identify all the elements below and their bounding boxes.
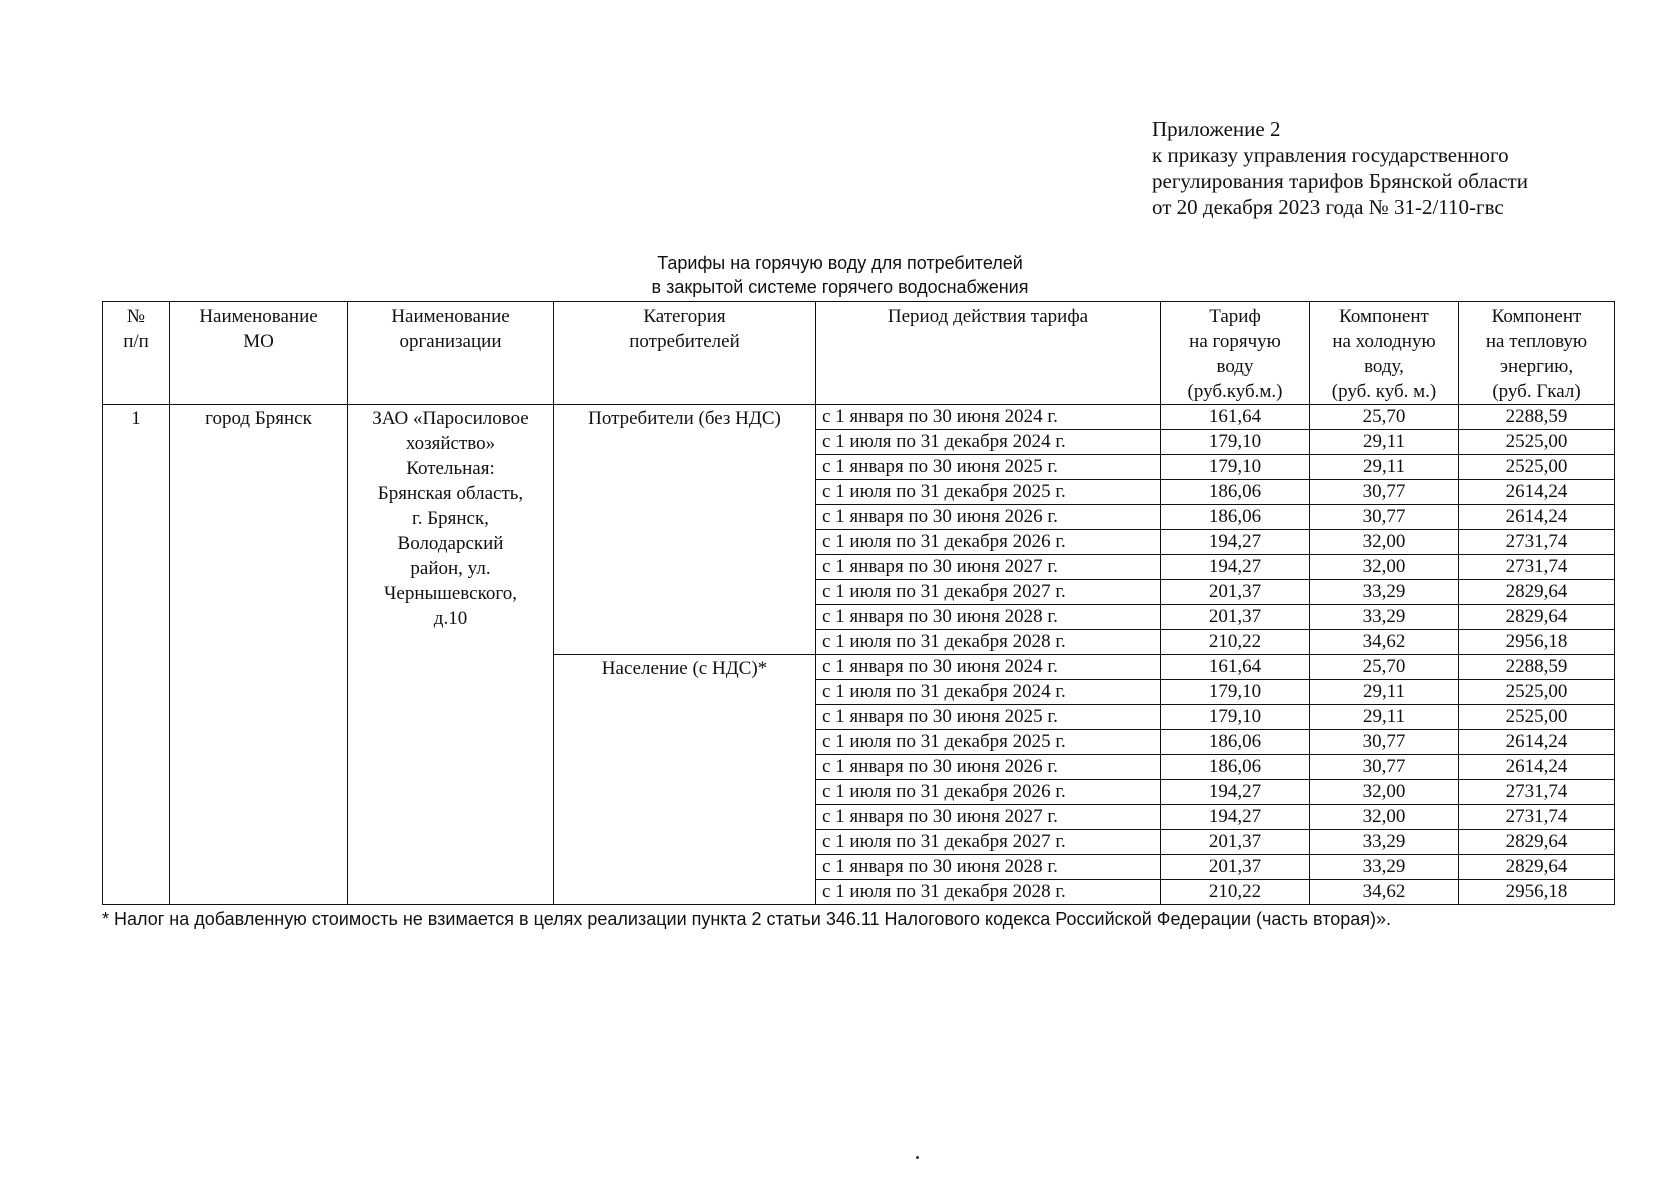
appendix-line: от 20 декабря 2023 года № 31-2/110-гвс <box>1152 195 1504 219</box>
hot-water-tariff: 161,64 <box>1161 405 1310 430</box>
heat-energy-component: 2956,18 <box>1459 880 1615 905</box>
tariff-body <box>103 405 1615 905</box>
heat-energy-component: 2829,64 <box>1459 605 1615 630</box>
cold-water-component: 29,11 <box>1310 455 1459 480</box>
tariff-period: с 1 июля по 31 декабря 2028 г. <box>816 630 1161 655</box>
cold-water-component: 33,29 <box>1310 830 1459 855</box>
tariff-period: с 1 июля по 31 декабря 2024 г. <box>816 430 1161 455</box>
cold-water-component: 30,77 <box>1310 480 1459 505</box>
title-line-1: Тарифы на горячую воду для потребителей <box>657 253 1023 273</box>
heat-energy-component: 2614,24 <box>1459 505 1615 530</box>
tariff-period: с 1 июля по 31 декабря 2026 г. <box>816 780 1161 805</box>
hot-water-tariff: 179,10 <box>1161 455 1310 480</box>
organization-line: Володарский <box>397 533 504 554</box>
organization-line: Брянская область, <box>377 483 524 504</box>
header-tariff: Тариф на горячую воду (руб.куб.м.) <box>1161 302 1310 405</box>
header-mo: Наименование МО <box>170 302 348 405</box>
scan-speck <box>916 1156 919 1159</box>
tariff-period: с 1 июля по 31 декабря 2024 г. <box>816 680 1161 705</box>
heat-energy-component: 2956,18 <box>1459 630 1615 655</box>
hot-water-tariff: 179,10 <box>1161 705 1310 730</box>
tariff-period: с 1 июля по 31 декабря 2027 г. <box>816 580 1161 605</box>
heat-energy-component: 2731,74 <box>1459 780 1615 805</box>
heat-energy-component: 2829,64 <box>1459 830 1615 855</box>
tariff-table <box>102 301 1615 905</box>
heat-energy-component: 2525,00 <box>1459 680 1615 705</box>
organization-line: д.10 <box>433 608 468 629</box>
tariff-period: с 1 января по 30 июня 2028 г. <box>816 605 1161 630</box>
cold-water-component: 34,62 <box>1310 880 1459 905</box>
heat-energy-component: 2731,74 <box>1459 530 1615 555</box>
heat-energy-component: 2829,64 <box>1459 580 1615 605</box>
heat-energy-component: 2614,24 <box>1459 480 1615 505</box>
document-title <box>560 251 1120 299</box>
header-period: Период действия тарифа <box>816 302 1161 405</box>
tariff-period: с 1 января по 30 июня 2027 г. <box>816 555 1161 580</box>
heat-energy-component: 2731,74 <box>1459 805 1615 830</box>
tariff-period: с 1 июля по 31 декабря 2025 г. <box>816 730 1161 755</box>
cold-water-component: 25,70 <box>1310 655 1459 680</box>
header-cold-water-component: Компонент на холодную воду, (руб. куб. м.) <box>1310 302 1459 405</box>
hot-water-tariff: 179,10 <box>1161 430 1310 455</box>
tariff-period: с 1 января по 30 июня 2026 г. <box>816 755 1161 780</box>
heat-energy-component: 2525,00 <box>1459 455 1615 480</box>
organization-line: район, ул. <box>410 558 491 579</box>
cold-water-component: 29,11 <box>1310 430 1459 455</box>
tariff-period: с 1 января по 30 июня 2027 г. <box>816 805 1161 830</box>
hot-water-tariff: 186,06 <box>1161 730 1310 755</box>
tariff-period: с 1 января по 30 июня 2025 г. <box>816 455 1161 480</box>
tariff-period: с 1 января по 30 июня 2026 г. <box>816 505 1161 530</box>
hot-water-tariff: 201,37 <box>1161 605 1310 630</box>
cold-water-component: 30,77 <box>1310 505 1459 530</box>
cold-water-component: 34,62 <box>1310 630 1459 655</box>
tariff-period: с 1 июля по 31 декабря 2027 г. <box>816 830 1161 855</box>
consumer-category: Население (с НДС)* <box>554 655 816 905</box>
tariff-period: с 1 июля по 31 декабря 2026 г. <box>816 530 1161 555</box>
municipality-name: город Брянск <box>170 405 348 905</box>
appendix-block <box>1152 116 1528 220</box>
hot-water-tariff: 210,22 <box>1161 880 1310 905</box>
hot-water-tariff: 210,22 <box>1161 630 1310 655</box>
appendix-line: к приказу управления государственного <box>1152 143 1509 167</box>
cold-water-component: 32,00 <box>1310 530 1459 555</box>
header-organization: Наименование организации <box>348 302 554 405</box>
organization-line: г. Брянск, <box>412 508 489 529</box>
tariff-period: с 1 января по 30 июня 2024 г. <box>816 655 1161 680</box>
cold-water-component: 32,00 <box>1310 805 1459 830</box>
heat-energy-component: 2614,24 <box>1459 755 1615 780</box>
organization-line: ЗАО «Паросиловое <box>372 408 529 429</box>
hot-water-tariff: 186,06 <box>1161 755 1310 780</box>
organization-line: хозяйство» <box>405 433 496 454</box>
hot-water-tariff: 194,27 <box>1161 780 1310 805</box>
tariff-period: с 1 января по 30 июня 2024 г. <box>816 405 1161 430</box>
tariff-period: с 1 июля по 31 декабря 2025 г. <box>816 480 1161 505</box>
heat-energy-component: 2614,24 <box>1459 730 1615 755</box>
hot-water-tariff: 201,37 <box>1161 855 1310 880</box>
heat-energy-component: 2288,59 <box>1459 655 1615 680</box>
hot-water-tariff: 186,06 <box>1161 505 1310 530</box>
cold-water-component: 33,29 <box>1310 855 1459 880</box>
cold-water-component: 30,77 <box>1310 755 1459 780</box>
appendix-line: Приложение 2 <box>1152 117 1281 141</box>
tariff-period: с 1 июля по 31 декабря 2028 г. <box>816 880 1161 905</box>
organization-line: Котельная: <box>406 458 495 479</box>
cold-water-component: 25,70 <box>1310 405 1459 430</box>
tariff-period: с 1 января по 30 июня 2028 г. <box>816 855 1161 880</box>
header-heat-energy-component: Компонент на тепловую энергию, (руб. Гкал) <box>1459 302 1615 405</box>
row-number: 1 <box>103 405 170 905</box>
hot-water-tariff: 186,06 <box>1161 480 1310 505</box>
header-num: № п/п <box>103 302 170 405</box>
hot-water-tariff: 161,64 <box>1161 655 1310 680</box>
heat-energy-component: 2525,00 <box>1459 430 1615 455</box>
heat-energy-component: 2731,74 <box>1459 555 1615 580</box>
consumer-category: Потребители (без НДС) <box>554 405 816 655</box>
hot-water-tariff: 194,27 <box>1161 805 1310 830</box>
cold-water-component: 29,11 <box>1310 705 1459 730</box>
hot-water-tariff: 179,10 <box>1161 680 1310 705</box>
footnote: * Налог на добавленную стоимость не взимается в целях реализации пункта 2 статьи 346.11 Налогового кодекса Российской Федерации (часть вторая)». <box>102 909 1392 929</box>
hot-water-tariff: 201,37 <box>1161 830 1310 855</box>
hot-water-tariff: 194,27 <box>1161 555 1310 580</box>
hot-water-tariff: 194,27 <box>1161 530 1310 555</box>
table-header-row <box>103 302 1615 405</box>
appendix-line: регулирования тарифов Брянской области <box>1152 169 1528 193</box>
cold-water-component: 32,00 <box>1310 780 1459 805</box>
title-line-2: в закрытой системе горячего водоснабжения <box>651 277 1029 297</box>
heat-energy-component: 2288,59 <box>1459 405 1615 430</box>
heat-energy-component: 2829,64 <box>1459 855 1615 880</box>
cold-water-component: 32,00 <box>1310 555 1459 580</box>
header-category: Категория потребителей <box>554 302 816 405</box>
cold-water-component: 33,29 <box>1310 580 1459 605</box>
organization-name <box>348 405 554 905</box>
organization-line: Чернышевского, <box>384 583 517 604</box>
table-row <box>103 405 1615 430</box>
cold-water-component: 29,11 <box>1310 680 1459 705</box>
tariff-period: с 1 января по 30 июня 2025 г. <box>816 705 1161 730</box>
hot-water-tariff: 201,37 <box>1161 580 1310 605</box>
heat-energy-component: 2525,00 <box>1459 705 1615 730</box>
cold-water-component: 33,29 <box>1310 605 1459 630</box>
cold-water-component: 30,77 <box>1310 730 1459 755</box>
